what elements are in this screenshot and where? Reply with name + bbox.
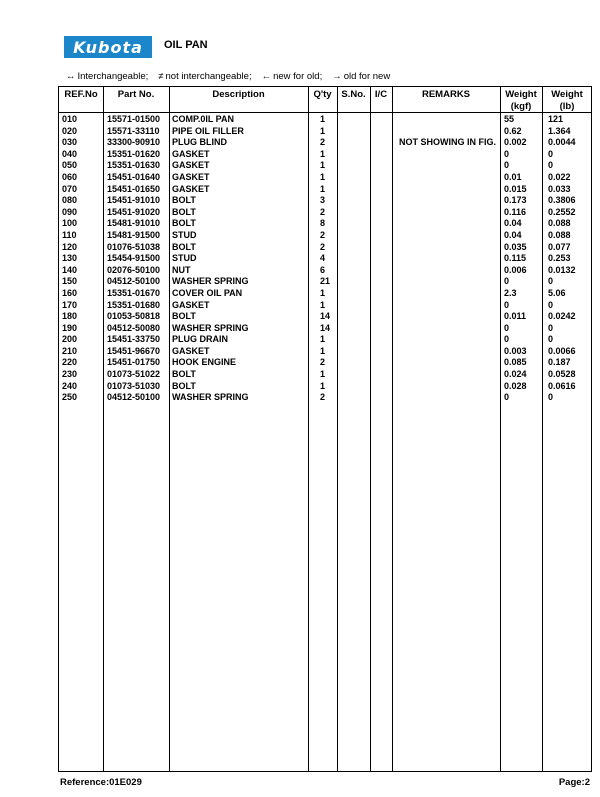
cell-weight-lb: 0.0242 — [548, 311, 576, 322]
cell-ref: 030 — [62, 137, 78, 148]
cell-part-no: 15351-01630 — [107, 160, 161, 171]
col-header-qty: Q'ty — [313, 89, 332, 100]
table-row — [59, 137, 591, 149]
cell-weight-lb: 0 — [548, 334, 554, 345]
cell-part-no: 01073-51022 — [107, 369, 161, 380]
cell-weight-kgf: 0.173 — [504, 195, 527, 206]
cell-weight-kgf: 0 — [504, 334, 510, 345]
cell-part-no: 01053-50818 — [107, 311, 161, 322]
kubota-logo — [64, 36, 152, 58]
cell-weight-lb: 0.022 — [548, 171, 571, 182]
legend-item — [158, 71, 251, 82]
cell-weight-lb: 0.187 — [548, 357, 571, 368]
col-header-weight-kgf — [500, 87, 542, 112]
cell-qty: 6 — [320, 264, 326, 275]
cell-weight-kgf: 0.04 — [504, 218, 522, 229]
table-row — [59, 392, 591, 404]
cell-description: GASKET — [172, 183, 210, 194]
cell-weight-kgf: 2.3 — [504, 287, 517, 298]
cell-description: BOLT — [172, 206, 196, 217]
cell-weight-lb: 0.033 — [548, 183, 571, 194]
cell-weight-kgf: 0.024 — [504, 369, 527, 380]
cell-description: WASHER SPRING — [172, 276, 249, 287]
cell-weight-kgf: 0.006 — [504, 264, 527, 275]
cell-ref: 230 — [62, 369, 78, 380]
cell-part-no: 15451-91020 — [107, 206, 161, 217]
cell-part-no: 15481-91010 — [107, 218, 161, 229]
cell-weight-lb: 0 — [548, 299, 554, 310]
cell-weight-kgf: 0.035 — [504, 241, 527, 252]
arrow-left-icon: ← — [261, 71, 272, 82]
cell-weight-lb: 0 — [548, 276, 554, 287]
table-row — [59, 265, 591, 277]
cell-part-no: 15451-01640 — [107, 171, 161, 182]
cell-qty: 1 — [320, 369, 326, 380]
cell-description: GASKET — [172, 345, 210, 356]
cell-qty: 1 — [320, 345, 326, 356]
reference-label: Reference:01E029 — [60, 777, 142, 788]
cell-weight-kgf: 0 — [504, 322, 510, 333]
col-header-weight-label: Weight — [505, 88, 537, 100]
cell-description: COMP.0IL PAN — [172, 114, 235, 124]
cell-part-no: 15451-01650 — [107, 183, 161, 194]
cell-weight-kgf: 0.01 — [504, 171, 522, 182]
cell-ref: 200 — [62, 334, 78, 345]
col-header-sno: S.No. — [341, 89, 366, 100]
table-row — [59, 276, 591, 288]
cell-description: BOLT — [172, 380, 196, 391]
table-row — [59, 184, 591, 196]
cell-ref: 160 — [62, 287, 78, 298]
logo-text: Kubota — [73, 37, 143, 57]
cell-weight-kgf: 0 — [504, 148, 510, 159]
cell-ref: 140 — [62, 264, 78, 275]
cell-ref: 130 — [62, 253, 78, 264]
interchangeable-icon: ↔ — [66, 71, 76, 82]
cell-description: BOLT — [172, 311, 196, 322]
table-row — [59, 323, 591, 335]
cell-weight-kgf: 0.015 — [504, 183, 527, 194]
cell-weight-lb: 0.2552 — [548, 206, 576, 217]
cell-qty: 14 — [320, 322, 331, 333]
table-row — [59, 207, 591, 219]
cell-description: WASHER SPRING — [172, 392, 249, 403]
cell-weight-lb: 0 — [548, 160, 554, 171]
cell-part-no: 15351-01680 — [107, 299, 161, 310]
cell-qty: 2 — [320, 357, 326, 368]
cell-qty: 1 — [320, 160, 326, 171]
cell-ref: 060 — [62, 171, 78, 182]
cell-description: PLUG DRAIN — [172, 334, 228, 345]
cell-description: NUT — [172, 264, 191, 275]
cell-weight-kgf: 0.085 — [504, 357, 527, 368]
cell-qty: 2 — [320, 392, 326, 403]
cell-description: HOOK ENGINE — [172, 357, 237, 368]
cell-description: BOLT — [172, 369, 196, 380]
table-row — [59, 195, 591, 207]
cell-weight-kgf: 0.011 — [504, 311, 527, 322]
cell-part-no: 15451-01750 — [107, 357, 161, 368]
cell-ref: 120 — [62, 241, 78, 252]
cell-qty: 21 — [320, 276, 331, 287]
cell-weight-lb: 0.253 — [548, 253, 571, 264]
cell-part-no: 02076-50100 — [107, 264, 161, 275]
cell-description: BOLT — [172, 218, 196, 229]
cell-ref: 220 — [62, 357, 78, 368]
table-row — [59, 381, 591, 393]
cell-ref: 070 — [62, 183, 78, 194]
cell-part-no: 01073-51030 — [107, 380, 161, 391]
table-body — [59, 114, 591, 404]
cell-weight-kgf: 0 — [504, 276, 510, 287]
col-header-ic: I/C — [374, 89, 388, 100]
cell-part-no: 15571-01500 — [107, 114, 161, 124]
cell-weight-kgf: 0.62 — [504, 125, 522, 136]
col-header-weight-label: Weight — [551, 88, 583, 100]
cell-qty: 2 — [320, 137, 326, 148]
cell-weight-kgf: 55 — [504, 114, 515, 124]
cell-weight-lb: 121 — [548, 114, 564, 124]
cell-weight-kgf: 0.002 — [504, 137, 527, 148]
cell-weight-kgf: 0.003 — [504, 345, 527, 356]
cell-description: BOLT — [172, 195, 196, 206]
cell-ref: 170 — [62, 299, 78, 310]
cell-ref: 250 — [62, 392, 78, 403]
cell-weight-kgf: 0.115 — [504, 253, 527, 264]
table-row — [59, 172, 591, 184]
cell-description: GASKET — [172, 171, 210, 182]
cell-ref: 010 — [62, 114, 78, 124]
cell-description: WASHER SPRING — [172, 322, 249, 333]
col-header-unit-label: (lb) — [559, 100, 575, 112]
table-row — [59, 242, 591, 254]
table-row — [59, 230, 591, 242]
cell-qty: 3 — [320, 195, 326, 206]
col-header-description: Description — [212, 89, 265, 100]
cell-weight-lb: 0.0044 — [548, 137, 576, 148]
table-row — [59, 149, 591, 161]
col-header-weight-lb — [542, 87, 592, 112]
cell-part-no: 15571-33110 — [107, 125, 160, 136]
legend-label: new for old; — [273, 71, 323, 82]
cell-qty: 1 — [320, 287, 326, 298]
cell-weight-lb: 0.088 — [548, 229, 571, 240]
cell-weight-lb: 0.0528 — [548, 369, 576, 380]
cell-part-no: 04512-50100 — [107, 276, 161, 287]
cell-qty: 1 — [320, 171, 326, 182]
cell-part-no: 15454-91500 — [107, 253, 161, 264]
col-header-remarks: REMARKS — [421, 89, 471, 100]
table-row — [59, 126, 591, 138]
cell-weight-kgf: 0 — [504, 160, 510, 171]
cell-description: BOLT — [172, 241, 196, 252]
cell-ref: 180 — [62, 311, 78, 322]
col-header-unit-label: (kgf) — [510, 100, 532, 112]
cell-weight-lb: 0.0616 — [548, 380, 576, 391]
cell-part-no: 15451-33750 — [107, 334, 161, 345]
legend — [66, 71, 390, 82]
cell-weight-lb: 1.364 — [548, 125, 571, 136]
cell-qty: 1 — [320, 380, 326, 391]
cell-part-no: 15351-01620 — [107, 148, 161, 159]
cell-ref: 240 — [62, 380, 78, 391]
cell-ref: 210 — [62, 345, 78, 356]
cell-description: STUD — [172, 253, 197, 264]
cell-ref: 040 — [62, 148, 78, 159]
cell-qty: 1 — [320, 125, 326, 136]
cell-part-no: 15451-91010 — [107, 195, 161, 206]
cell-weight-kgf: 0 — [504, 299, 510, 310]
arrow-right-icon: → — [332, 71, 342, 82]
cell-qty: 1 — [320, 114, 326, 124]
cell-part-no: 04512-50080 — [107, 322, 161, 333]
legend-item — [332, 71, 390, 82]
cell-weight-lb: 5.06 — [548, 287, 566, 298]
table-row — [59, 311, 591, 323]
page-title: OIL PAN — [164, 39, 208, 51]
table-row — [59, 253, 591, 265]
table-row — [59, 160, 591, 172]
cell-weight-kgf: 0.028 — [504, 380, 527, 391]
cell-qty: 14 — [320, 311, 331, 322]
not-interchangeable-icon: ≠ — [158, 71, 164, 82]
cell-ref: 080 — [62, 195, 78, 206]
table-row — [59, 114, 591, 126]
cell-qty: 1 — [320, 183, 326, 194]
table-row — [59, 357, 591, 369]
legend-label: old for new — [343, 71, 391, 82]
cell-weight-lb: 0.077 — [548, 241, 571, 252]
cell-weight-lb: 0.0066 — [548, 345, 576, 356]
cell-part-no: 15451-96670 — [107, 345, 161, 356]
cell-description: GASKET — [172, 299, 210, 310]
table-row — [59, 218, 591, 230]
cell-ref: 100 — [62, 218, 78, 229]
cell-weight-lb: 0.088 — [548, 218, 571, 229]
cell-weight-lb: 0 — [548, 392, 554, 403]
cell-part-no: 33300-90910 — [107, 137, 161, 148]
table-row — [59, 346, 591, 358]
cell-qty: 1 — [320, 148, 326, 159]
cell-remarks: NOT SHOWING IN FIG. — [399, 137, 496, 148]
cell-weight-kgf: 0.04 — [504, 229, 522, 240]
cell-ref: 110 — [62, 229, 77, 240]
table-row — [59, 334, 591, 346]
parts-table — [58, 86, 592, 772]
cell-weight-lb: 0.3806 — [548, 195, 576, 206]
cell-part-no: 04512-50100 — [107, 392, 161, 403]
cell-weight-lb: 0.0132 — [548, 264, 576, 275]
cell-description: STUD — [172, 229, 197, 240]
cell-part-no: 15481-91500 — [107, 229, 161, 240]
cell-qty: 8 — [320, 218, 326, 229]
cell-weight-lb: 0 — [548, 322, 554, 333]
cell-description: GASKET — [172, 148, 210, 159]
legend-item — [66, 71, 148, 82]
cell-ref: 020 — [62, 125, 78, 136]
cell-part-no: 15351-01670 — [107, 287, 161, 298]
cell-qty: 2 — [320, 206, 326, 217]
cell-description: GASKET — [172, 160, 210, 171]
cell-qty: 4 — [320, 253, 326, 264]
cell-qty: 2 — [320, 241, 326, 252]
cell-ref: 090 — [62, 206, 78, 217]
cell-description: COVER OIL PAN — [172, 287, 243, 298]
cell-qty: 1 — [320, 334, 326, 345]
cell-description: PLUG BLIND — [172, 137, 227, 148]
legend-label: Interchangeable; — [77, 71, 149, 82]
cell-qty: 2 — [320, 229, 326, 240]
legend-label: not interchangeable; — [165, 71, 252, 82]
cell-description: PIPE OIL FILLER — [172, 125, 244, 136]
legend-item — [262, 71, 323, 82]
cell-weight-kgf: 0 — [504, 392, 510, 403]
cell-weight-lb: 0 — [548, 148, 554, 159]
cell-ref: 150 — [62, 276, 78, 287]
cell-ref: 190 — [62, 322, 78, 333]
table-row — [59, 369, 591, 381]
table-row — [59, 288, 591, 300]
col-header-ref: REF.No — [64, 89, 98, 100]
cell-ref: 050 — [62, 160, 78, 171]
cell-part-no: 01076-51038 — [107, 241, 161, 252]
col-header-part: Part No. — [117, 89, 155, 100]
table-row — [59, 300, 591, 312]
cell-qty: 1 — [320, 299, 326, 310]
cell-weight-kgf: 0.116 — [504, 206, 527, 217]
page-number: Page:2 — [558, 777, 590, 788]
